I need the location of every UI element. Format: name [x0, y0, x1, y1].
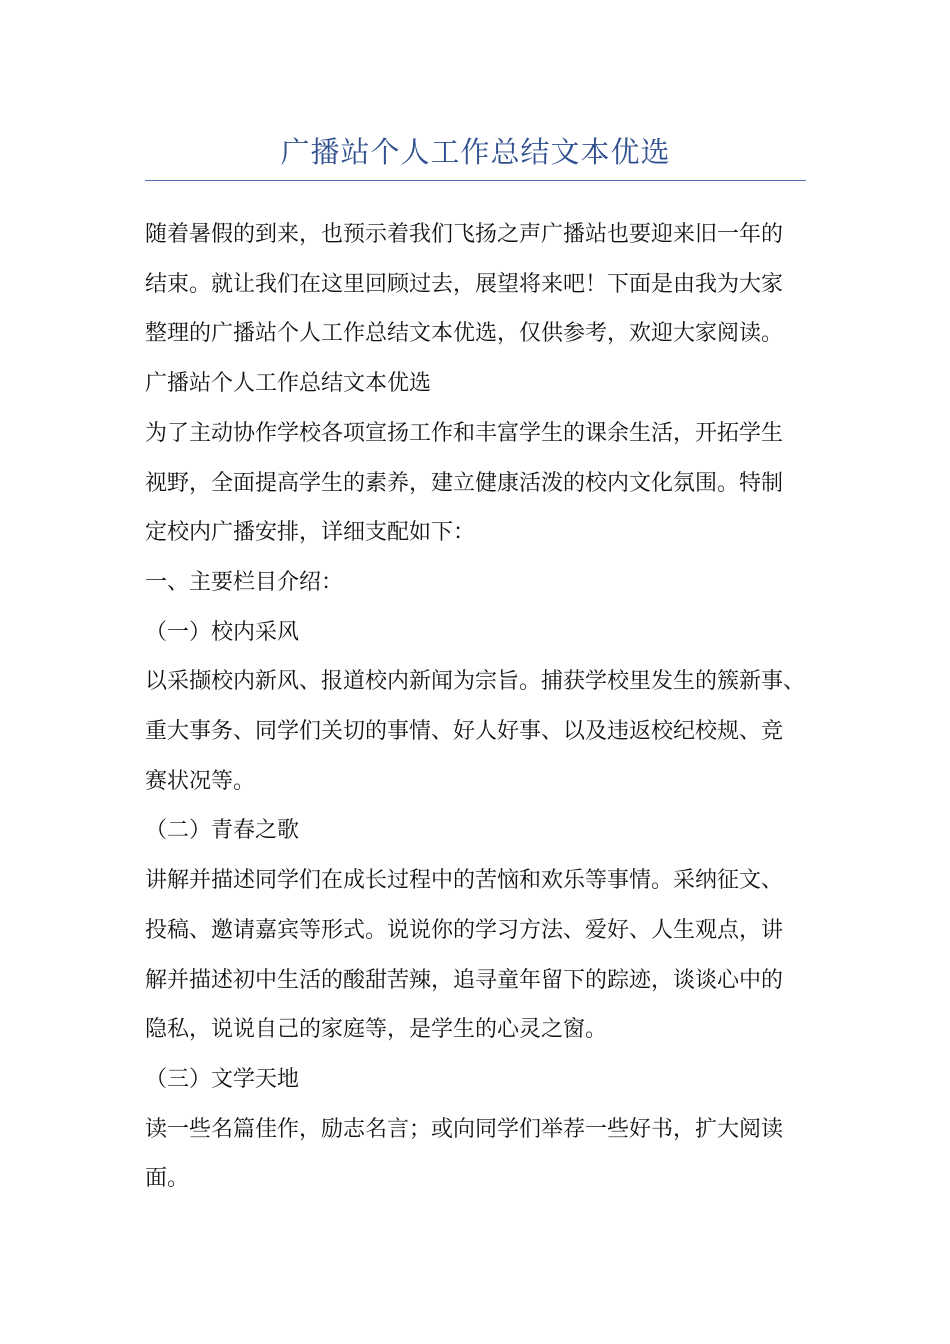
document-body — [145, 210, 825, 1204]
subsection-heading: （一）校内采风 — [145, 619, 300, 645]
body-line: 面。 — [145, 1166, 190, 1192]
document-title: 广播站个人工作总结文本优选 — [280, 135, 671, 169]
body-line: 以采撷校内新风、报道校内新闻为宗旨。捕获学校里发生的簇新事、 — [145, 669, 806, 695]
body-line: 随着暑假的到来，也预示着我们飞扬之声广播站也要迎来旧一年的 — [145, 222, 784, 247]
body-line: 讲解并描述同学们在成长过程中的苦恼和欢乐等事情。采纳征文、 — [145, 868, 784, 894]
body-line: 为了主动协作学校各项宣扬工作和丰富学生的课余生活，开拓学生 — [145, 420, 784, 446]
section-heading: 广播站个人工作总结文本优选 — [145, 371, 432, 397]
body-line: 解并描述初中生活的酸甜苦辣，追寻童年留下的踪迹，谈谈心中的 — [145, 967, 784, 993]
body-line: 读一些名篇佳作，励志名言；或向同学们举荐一些好书，扩大阅读 — [145, 1116, 784, 1142]
body-line: 隐私，说说自己的家庭等，是学生的心灵之窗。 — [145, 1017, 608, 1043]
subsection-heading: （二）青春之歌 — [145, 818, 300, 844]
body-line: 重大事务、同学们关切的事情、好人好事、以及违返校纪校规、竞 — [145, 719, 784, 745]
body-line: 投稿、邀请嘉宾等形式。说说你的学习方法、爱好、人生观点，讲 — [145, 917, 784, 943]
body-line: 赛状况等。 — [145, 768, 256, 794]
body-line: 视野，全面提高学生的素养，建立健康活泼的校内文化氛围。特制 — [145, 470, 784, 496]
body-line: 结束。就让我们在这里回顾过去，展望将来吧！下面是由我为大家 — [145, 271, 784, 297]
body-line: 整理的广播站个人工作总结文本优选，仅供参考，欢迎大家阅读。 — [145, 321, 784, 347]
section-heading: 一、主要栏目介绍： — [145, 569, 344, 595]
title-underline — [145, 180, 806, 181]
body-line: 定校内广播安排，详细支配如下： — [145, 520, 476, 546]
subsection-heading: （三）文学天地 — [145, 1066, 300, 1092]
